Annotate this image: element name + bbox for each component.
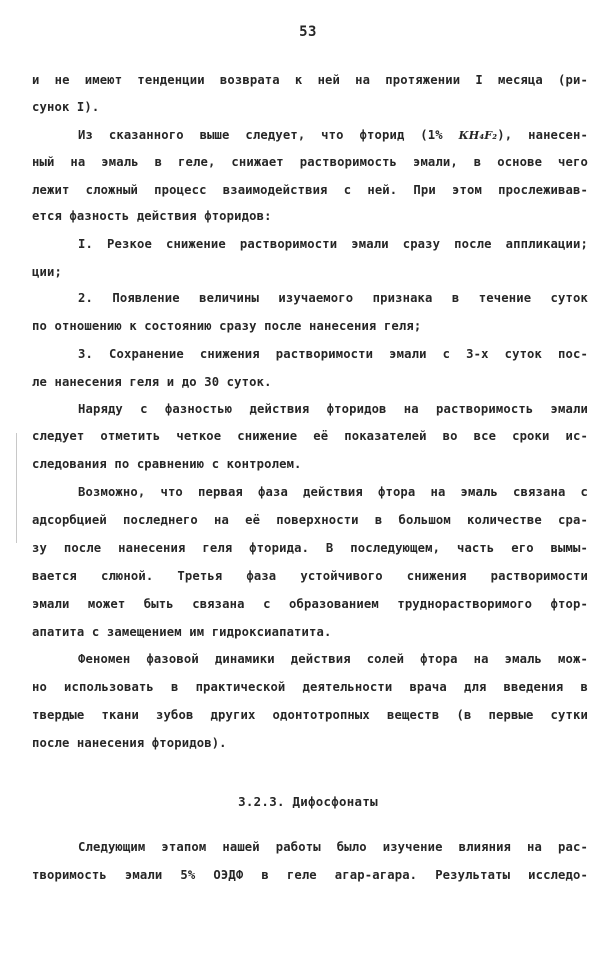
- text-line: Возможно, что первая фаза действия фтора на эмаль связана с: [78, 485, 588, 499]
- text-segment: ), нанесен-: [497, 128, 588, 142]
- text-line: сунок I).: [32, 100, 100, 114]
- page-number: 53: [299, 24, 317, 40]
- text-line: [78, 127, 588, 144]
- text-line: адсорбцией последнего на её поверхности в большом количестве сра-: [32, 513, 588, 527]
- text-line: следует отметить четкое снижение её показателей во все сроки ис-: [32, 429, 588, 443]
- section-heading: 3.2.3. Дифосфонаты: [238, 794, 378, 809]
- text-line: твердые ткани зубов других одонтотропных веществ (в первые сутки: [32, 708, 588, 722]
- text-segment: Из сказанного выше следует, что фторид (1%: [78, 128, 459, 142]
- text-line: ется фазность действия фторидов:: [32, 209, 272, 223]
- text-line: лежит сложный процесс взаимодействия с ней. При этом прослеживав-: [32, 183, 588, 197]
- text-line: Феномен фазовой динамики действия солей фтора на эмаль мож-: [78, 652, 588, 666]
- margin-mark: [16, 433, 17, 543]
- text-line: после нанесения фторидов).: [32, 736, 227, 750]
- text-line: ный на эмаль в геле, снижает растворимость эмали, в основе чего: [32, 155, 588, 169]
- text-line: апатита с замещением им гидроксиапатита.: [32, 625, 332, 639]
- text-line: зу после нанесения геля фторида. В последующем, часть его вымы-: [32, 541, 588, 555]
- text-line: 2. Появление величины изучаемого признака в течение суток: [78, 291, 588, 305]
- handwritten-formula: КН₄F₂: [458, 129, 498, 142]
- text-line: но использовать в практической деятельности врача для введения в: [32, 680, 588, 694]
- text-line: и не имеют тенденции возврата к ней на протяжении I месяца (ри-: [32, 73, 588, 87]
- text-line: по отношению к состоянию сразу после нанесения геля;: [32, 319, 422, 333]
- text-line: вается слюной. Третья фаза устойчивого снижения растворимости: [32, 569, 588, 583]
- text-line: ле нанесения геля и до 30 суток.: [32, 375, 272, 389]
- text-line: Следующим этапом нашей работы было изучение влияния на рас-: [78, 840, 588, 854]
- text-line: эмали может быть связана с образованием труднорастворимого фтор-: [32, 597, 588, 611]
- text-line: I. Резкое снижение растворимости эмали сразу после аппликации;: [78, 237, 588, 251]
- text-line: ции;: [32, 265, 62, 279]
- text-line: творимость эмали 5% ОЭДФ в геле агар-агара. Результаты исследо-: [32, 868, 588, 882]
- text-line: Наряду с фазностью действия фторидов на растворимость эмали: [78, 402, 588, 416]
- text-line: 3. Сохранение снижения растворимости эмали с 3-х суток пос-: [78, 347, 588, 361]
- text-line: следования по сравнению с контролем.: [32, 457, 302, 471]
